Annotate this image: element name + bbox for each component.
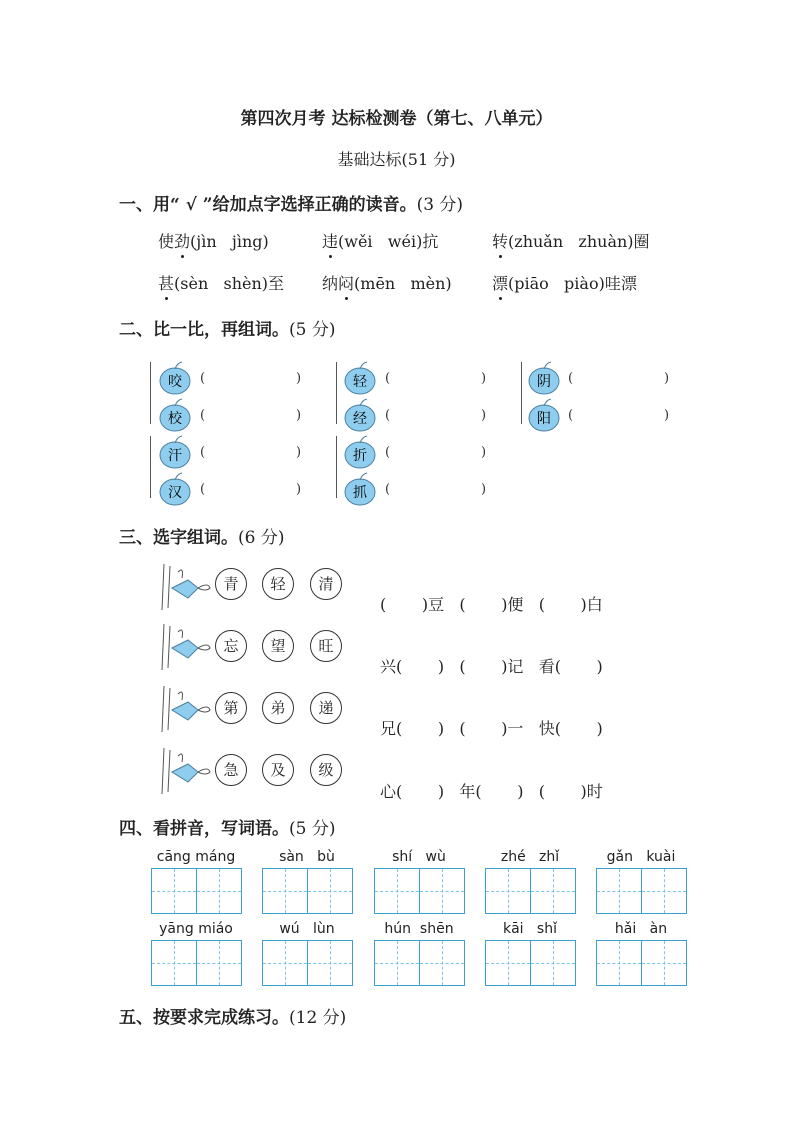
char-circle: 级 bbox=[310, 754, 342, 786]
char-circle: 旺 bbox=[310, 630, 342, 662]
flower-illustration bbox=[158, 684, 212, 738]
q1-item: 使劲(jìn jìng) bbox=[158, 229, 269, 252]
apple-label: 经 bbox=[353, 411, 367, 427]
apple-char bbox=[342, 398, 378, 436]
fill-in-line[interactable]: 兴( ) ( )记 看( ) bbox=[380, 657, 603, 676]
section-1-heading: 一、用“ √ ”给加点字选择正确的读音。(3 分) bbox=[119, 195, 464, 215]
writing-grid[interactable] bbox=[151, 940, 242, 986]
page-title: 第四次月考 达标检测卷（第七、八单元） bbox=[240, 109, 553, 129]
writing-grid[interactable] bbox=[374, 940, 465, 986]
q1-item: 违(wěi wéi)抗 bbox=[322, 229, 438, 252]
apple-label: 校 bbox=[168, 411, 182, 427]
answer-blank[interactable]: ( ) bbox=[568, 371, 670, 386]
apple-label: 折 bbox=[353, 448, 367, 464]
apple-char bbox=[526, 398, 562, 436]
char-circle: 忘 bbox=[215, 630, 247, 662]
apple-label: 汗 bbox=[168, 448, 182, 464]
apple-char bbox=[157, 472, 193, 510]
pair-bracket bbox=[150, 362, 151, 424]
pinyin-label: hǎi àn bbox=[614, 921, 668, 937]
apple-label: 汉 bbox=[168, 485, 182, 501]
q1-item: 转(zhuǎn zhuàn)圈 bbox=[492, 229, 650, 252]
answer-blank[interactable]: ( ) bbox=[200, 408, 302, 423]
pinyin-label: wú lùn bbox=[279, 921, 335, 937]
apple-label: 轻 bbox=[353, 374, 367, 390]
answer-blank[interactable]: ( ) bbox=[385, 445, 487, 460]
char-circle: 第 bbox=[215, 692, 247, 724]
pair-bracket bbox=[336, 436, 337, 498]
pair-bracket bbox=[521, 362, 522, 424]
pinyin-label: zhé zhǐ bbox=[500, 849, 560, 865]
q1-item: 甚(sèn shèn)至 bbox=[158, 271, 284, 294]
answer-blank[interactable]: ( ) bbox=[200, 445, 302, 460]
writing-grid[interactable] bbox=[596, 868, 687, 914]
pinyin-label: shí wù bbox=[392, 849, 446, 865]
page-subtitle: 基础达标(51 分) bbox=[337, 150, 456, 169]
pair-bracket bbox=[336, 362, 337, 424]
writing-grid[interactable] bbox=[374, 868, 465, 914]
char-circle: 弟 bbox=[262, 692, 294, 724]
writing-grid[interactable] bbox=[151, 868, 242, 914]
apple-char bbox=[342, 361, 378, 399]
section-4-heading: 四、看拼音，写词语。(5 分) bbox=[119, 819, 336, 839]
char-circle: 轻 bbox=[262, 568, 294, 600]
fill-in-line[interactable]: 心( ) 年( ) ( )时 bbox=[380, 782, 603, 801]
apple-char bbox=[157, 398, 193, 436]
flower-illustration bbox=[158, 746, 212, 800]
char-circle: 望 bbox=[262, 630, 294, 662]
section-2-heading: 二、比一比，再组词。(5 分) bbox=[119, 320, 336, 340]
apple-char bbox=[342, 472, 378, 510]
apple-label: 抓 bbox=[353, 485, 367, 501]
flower-illustration bbox=[158, 622, 212, 676]
section-3-heading: 三、选字组词。(6 分) bbox=[119, 528, 285, 548]
pinyin-label: gǎn kuài bbox=[606, 849, 676, 865]
writing-grid[interactable] bbox=[262, 868, 353, 914]
pinyin-label: kāi shǐ bbox=[503, 921, 557, 937]
char-circle: 急 bbox=[215, 754, 247, 786]
char-circle: 青 bbox=[215, 568, 247, 600]
q1-item: 纳闷(mēn mèn) bbox=[322, 271, 452, 294]
writing-grid[interactable] bbox=[485, 868, 576, 914]
apple-label: 咬 bbox=[168, 374, 182, 390]
char-circle: 递 bbox=[310, 692, 342, 724]
fill-in-line[interactable]: 兄( ) ( )一 快( ) bbox=[380, 719, 603, 738]
writing-grid[interactable] bbox=[262, 940, 353, 986]
writing-grid[interactable] bbox=[596, 940, 687, 986]
answer-blank[interactable]: ( ) bbox=[385, 371, 487, 386]
answer-blank[interactable]: ( ) bbox=[385, 482, 487, 497]
flower-illustration bbox=[158, 562, 212, 616]
pinyin-label: cāng máng bbox=[156, 849, 236, 865]
section-5-heading: 五、按要求完成练习。(12 分) bbox=[119, 1008, 347, 1028]
q1-item: 漂(piāo piào)哇漂 bbox=[492, 271, 637, 294]
pair-bracket bbox=[150, 436, 151, 498]
apple-label: 阴 bbox=[537, 374, 551, 390]
char-circle: 及 bbox=[262, 754, 294, 786]
answer-blank[interactable]: ( ) bbox=[200, 371, 302, 386]
apple-char bbox=[157, 435, 193, 473]
apple-label: 阳 bbox=[537, 411, 551, 427]
answer-blank[interactable]: ( ) bbox=[200, 482, 302, 497]
pinyin-label: yāng miáo bbox=[159, 921, 233, 937]
pinyin-label: hún shēn bbox=[384, 921, 454, 937]
char-circle: 清 bbox=[310, 568, 342, 600]
fill-in-line[interactable]: ( )豆 ( )便 ( )白 bbox=[380, 595, 603, 614]
writing-grid[interactable] bbox=[485, 940, 576, 986]
apple-char bbox=[342, 435, 378, 473]
pinyin-label: sàn bù bbox=[279, 849, 335, 865]
answer-blank[interactable]: ( ) bbox=[385, 408, 487, 423]
answer-blank[interactable]: ( ) bbox=[568, 408, 670, 423]
apple-char bbox=[157, 361, 193, 399]
apple-char bbox=[526, 361, 562, 399]
